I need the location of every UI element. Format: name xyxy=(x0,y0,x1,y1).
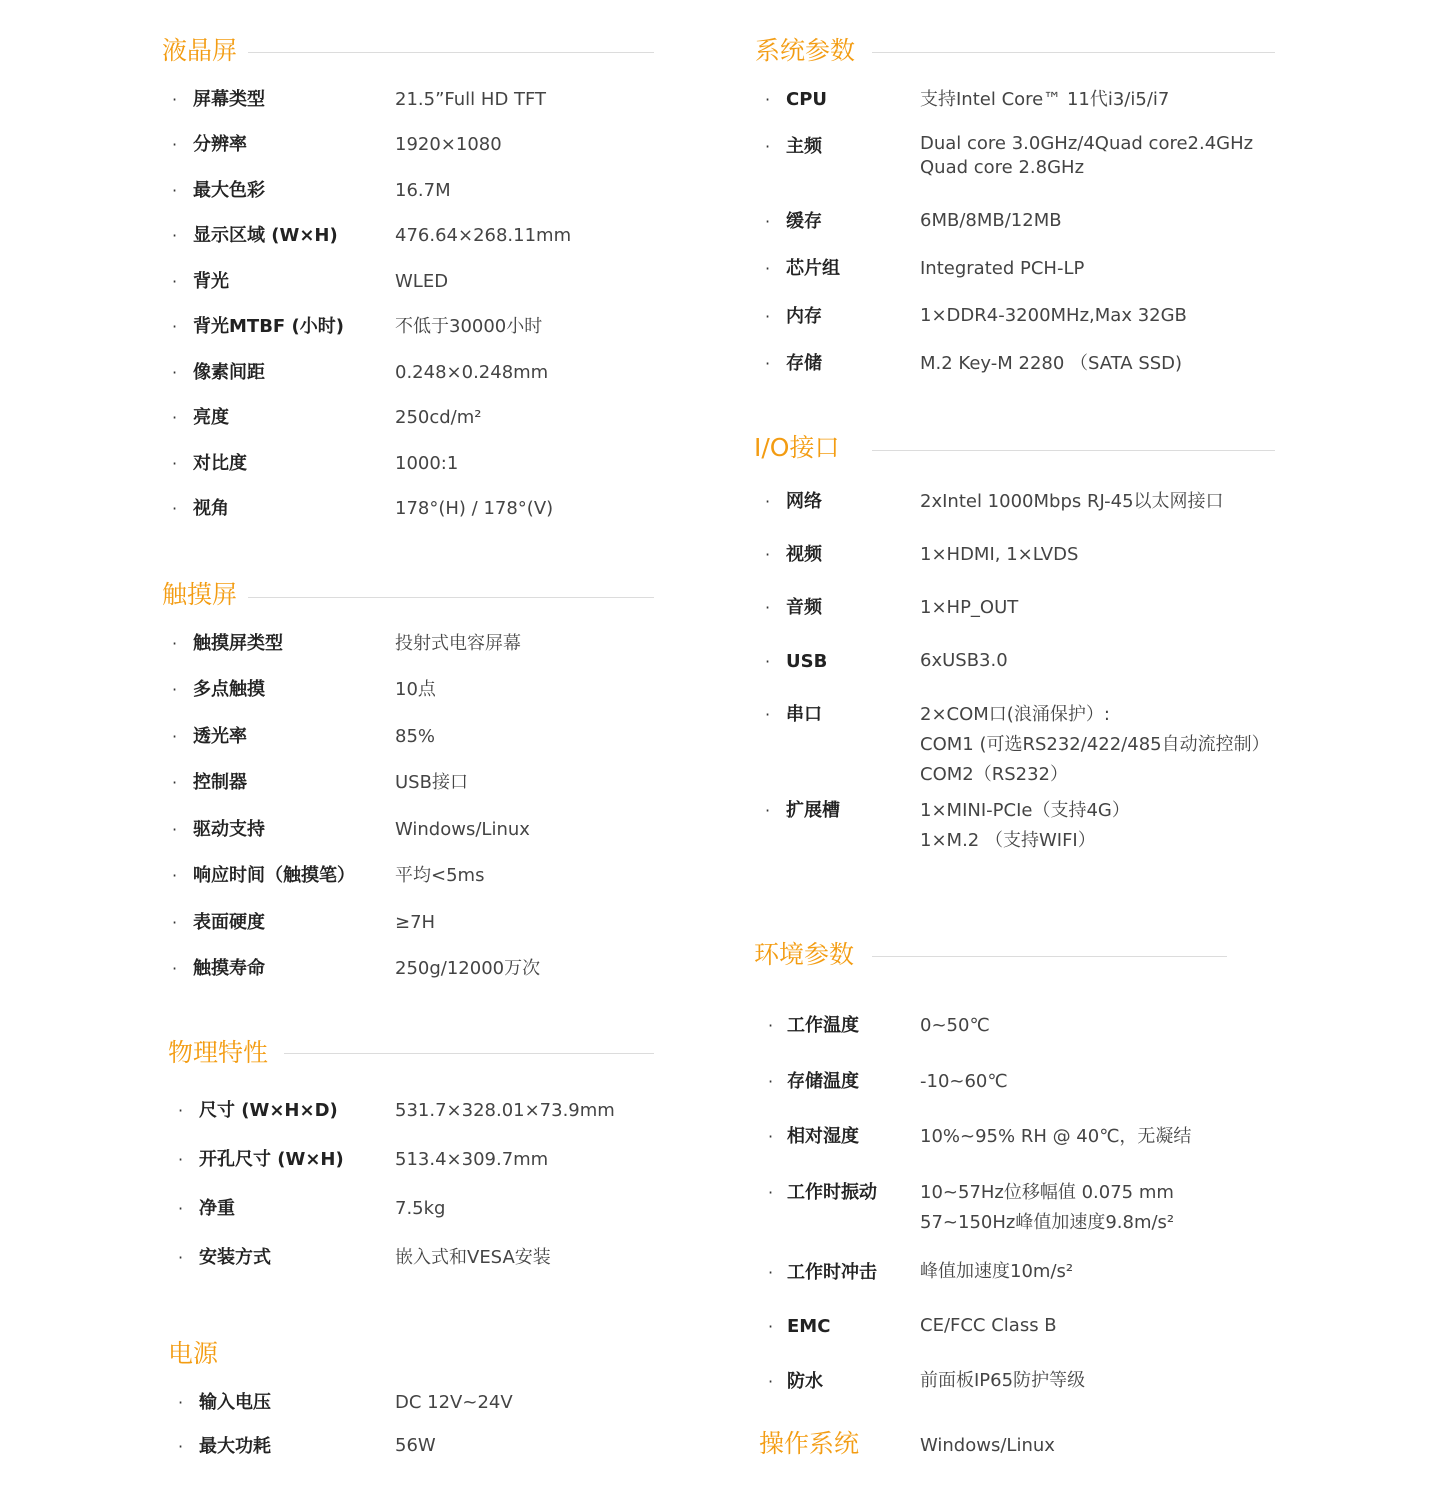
spec-label: 相对湿度 xyxy=(787,1126,859,1147)
bullet-icon: · xyxy=(172,680,178,699)
bullet-icon: · xyxy=(178,1437,184,1456)
spec-value: ≥7H xyxy=(395,912,436,933)
section-divider xyxy=(284,1053,654,1054)
spec-label: 像素间距 xyxy=(193,362,265,383)
bullet-icon: · xyxy=(178,1393,184,1412)
spec-label: 透光率 xyxy=(193,726,247,747)
bullet-icon: · xyxy=(172,820,178,839)
spec-label: 表面硬度 xyxy=(193,912,265,933)
spec-label: 工作温度 xyxy=(787,1015,859,1036)
bullet-icon: · xyxy=(172,363,178,382)
spec-label: 工作时冲击 xyxy=(787,1262,877,1283)
section-divider xyxy=(248,52,654,53)
bullet-icon: · xyxy=(172,727,178,746)
spec-value: 1×MINI-PCIe（支持4G） 1×M.2 （支持WIFI） xyxy=(920,800,1130,851)
spec-label: 对比度 xyxy=(193,453,247,474)
spec-label: 净重 xyxy=(199,1198,235,1219)
spec-value: 1920×1080 xyxy=(395,134,502,155)
bullet-icon: · xyxy=(178,1248,184,1267)
spec-value: 前面板IP65防护等级 xyxy=(920,1370,1086,1391)
spec-value: 投射式电容屏幕 xyxy=(395,633,521,654)
bullet-icon: · xyxy=(768,1263,774,1282)
bullet-icon: · xyxy=(172,634,178,653)
bullet-icon: · xyxy=(172,90,178,109)
spec-value: 1×HP_OUT xyxy=(920,597,1019,618)
bullet-icon: · xyxy=(172,866,178,885)
spec-label: 背光 xyxy=(193,271,229,292)
spec-value: 0~50℃ xyxy=(920,1015,990,1036)
bullet-icon: · xyxy=(765,652,771,671)
spec-value: 2×COM口(浪涌保护）: COM1 (可选RS232/422/485自动流控制） COM2（RS232） xyxy=(920,704,1270,785)
bullet-icon: · xyxy=(172,317,178,336)
spec-value: 16.7M xyxy=(395,180,451,201)
spec-value: 476.64×268.11mm xyxy=(395,225,572,246)
spec-value: 10%~95% RH @ 40℃，无凝结 xyxy=(920,1126,1192,1147)
spec-label: 多点触摸 xyxy=(193,679,265,700)
bullet-icon: · xyxy=(768,1183,774,1202)
bullet-icon: · xyxy=(172,181,178,200)
spec-label: 防水 xyxy=(787,1371,823,1392)
spec-label: 工作时振动 xyxy=(787,1182,877,1203)
spec-label: 音频 xyxy=(786,597,822,618)
bullet-icon: · xyxy=(172,773,178,792)
bullet-icon: · xyxy=(172,226,178,245)
spec-value: 平均<5ms xyxy=(395,865,485,886)
section-divider xyxy=(872,956,1227,957)
bullet-icon: · xyxy=(765,801,771,820)
spec-value: 531.7×328.01×73.9mm xyxy=(395,1100,615,1121)
section-divider xyxy=(872,52,1275,53)
section-divider xyxy=(872,450,1275,451)
bullet-icon: · xyxy=(172,959,178,978)
spec-label: 串口 xyxy=(786,704,822,725)
bullet-icon: · xyxy=(765,259,771,278)
section-title-power: 电源 xyxy=(168,1339,219,1368)
spec-value: 10~57Hz位移幅值 0.075 mm 57~150Hz峰值加速度9.8m/s² xyxy=(920,1182,1175,1233)
spec-value: 21.5”Full HD TFT xyxy=(395,89,547,110)
spec-value: 250g/12000万次 xyxy=(395,958,541,979)
bullet-icon: · xyxy=(172,408,178,427)
spec-label: 屏幕类型 xyxy=(193,89,265,110)
spec-label: 芯片组 xyxy=(786,258,840,279)
spec-label: 扩展槽 xyxy=(786,800,840,821)
spec-value: WLED xyxy=(395,271,449,292)
spec-value: 不低于30000小时 xyxy=(395,316,543,337)
spec-label: 主频 xyxy=(786,136,822,157)
bullet-icon: · xyxy=(768,1072,774,1091)
spec-label: 触摸寿命 xyxy=(193,958,265,979)
spec-label: 响应时间（触摸笔） xyxy=(193,865,355,886)
spec-label: 驱动支持 xyxy=(193,819,265,840)
bullet-icon: · xyxy=(172,135,178,154)
spec-label: 控制器 xyxy=(193,772,247,793)
section-title-io: I/O接口 xyxy=(754,433,840,462)
bullet-icon: · xyxy=(172,499,178,518)
spec-value: 250cd/m² xyxy=(395,407,482,428)
spec-value: 6MB/8MB/12MB xyxy=(920,210,1062,231)
spec-label: 缓存 xyxy=(786,211,822,232)
section-divider xyxy=(248,597,654,598)
spec-label: 视频 xyxy=(786,544,822,565)
bullet-icon: · xyxy=(178,1101,184,1120)
bullet-icon: · xyxy=(765,492,771,511)
bullet-icon: · xyxy=(172,454,178,473)
spec-label: 背光MTBF (小时) xyxy=(193,316,344,337)
bullet-icon: · xyxy=(172,272,178,291)
spec-label: 存储 xyxy=(786,353,822,374)
spec-value: Dual core 3.0GHz/4Quad core2.4GHz Quad core 2.8GHz xyxy=(920,133,1254,178)
section-title-touch: 触摸屏 xyxy=(162,580,238,609)
spec-value: 7.5kg xyxy=(395,1198,446,1219)
spec-value: 1×HDMI, 1×LVDS xyxy=(920,544,1079,565)
bullet-icon: · xyxy=(768,1372,774,1391)
spec-label: EMC xyxy=(787,1316,831,1337)
spec-value: CE/FCC Class B xyxy=(920,1315,1057,1336)
section-title-env: 环境参数 xyxy=(754,940,855,969)
spec-label: USB xyxy=(786,651,828,672)
section-title-system: 系统参数 xyxy=(755,36,856,65)
bullet-icon: · xyxy=(768,1317,774,1336)
spec-value: Windows/Linux xyxy=(395,819,530,840)
spec-label: 显示区域 (W×H) xyxy=(193,225,338,246)
bullet-icon: · xyxy=(765,90,771,109)
spec-label: 尺寸 (W×H×D) xyxy=(199,1100,338,1121)
bullet-icon: · xyxy=(768,1016,774,1035)
spec-label: 存储温度 xyxy=(787,1071,859,1092)
spec-value: 支持Intel Core™ 11代i3/i5/i7 xyxy=(920,89,1170,110)
os-value: Windows/Linux xyxy=(920,1435,1055,1456)
spec-value: 56W xyxy=(395,1435,436,1456)
spec-value: 178°(H) / 178°(V) xyxy=(395,498,554,519)
bullet-icon: · xyxy=(178,1150,184,1169)
bullet-icon: · xyxy=(765,137,771,156)
bullet-icon: · xyxy=(178,1199,184,1218)
section-title-os: 操作系统 xyxy=(759,1429,860,1458)
spec-label: 亮度 xyxy=(193,407,229,428)
spec-label: 开孔尺寸 (W×H) xyxy=(199,1149,344,1170)
bullet-icon: · xyxy=(765,307,771,326)
spec-value: 0.248×0.248mm xyxy=(395,362,549,383)
spec-value: 嵌入式和VESA安装 xyxy=(395,1247,551,1268)
spec-value: 6xUSB3.0 xyxy=(920,650,1008,671)
spec-label: 最大色彩 xyxy=(193,180,265,201)
spec-label: CPU xyxy=(786,89,828,110)
bullet-icon: · xyxy=(765,354,771,373)
bullet-icon: · xyxy=(768,1127,774,1146)
bullet-icon: · xyxy=(765,705,771,724)
spec-label: 最大功耗 xyxy=(199,1436,271,1457)
spec-value: 513.4×309.7mm xyxy=(395,1149,549,1170)
spec-value: M.2 Key-M 2280 （SATA SSD) xyxy=(920,353,1183,374)
section-title-lcd: 液晶屏 xyxy=(162,36,238,65)
spec-value: 1×DDR4-3200MHz,Max 32GB xyxy=(920,305,1187,326)
spec-label: 输入电压 xyxy=(199,1392,271,1413)
bullet-icon: · xyxy=(765,598,771,617)
spec-value: USB接口 xyxy=(395,772,468,793)
bullet-icon: · xyxy=(172,913,178,932)
spec-label: 触摸屏类型 xyxy=(193,633,283,654)
spec-label: 视角 xyxy=(193,498,229,519)
spec-value: 峰值加速度10m/s² xyxy=(920,1261,1074,1282)
spec-label: 内存 xyxy=(786,306,822,327)
spec-value: DC 12V~24V xyxy=(395,1392,513,1413)
bullet-icon: · xyxy=(765,212,771,231)
bullet-icon: · xyxy=(765,545,771,564)
spec-label: 分辨率 xyxy=(193,134,247,155)
spec-value: -10~60℃ xyxy=(920,1071,1008,1092)
spec-value: 2xIntel 1000Mbps RJ-45以太网接口 xyxy=(920,491,1224,512)
spec-value: Integrated PCH-LP xyxy=(920,258,1085,279)
spec-label: 网络 xyxy=(786,491,822,512)
spec-value: 1000:1 xyxy=(395,453,459,474)
spec-value: 85% xyxy=(395,726,436,747)
section-title-physical: 物理特性 xyxy=(168,1038,269,1067)
spec-label: 安装方式 xyxy=(199,1247,271,1268)
spec-value: 10点 xyxy=(395,679,436,700)
